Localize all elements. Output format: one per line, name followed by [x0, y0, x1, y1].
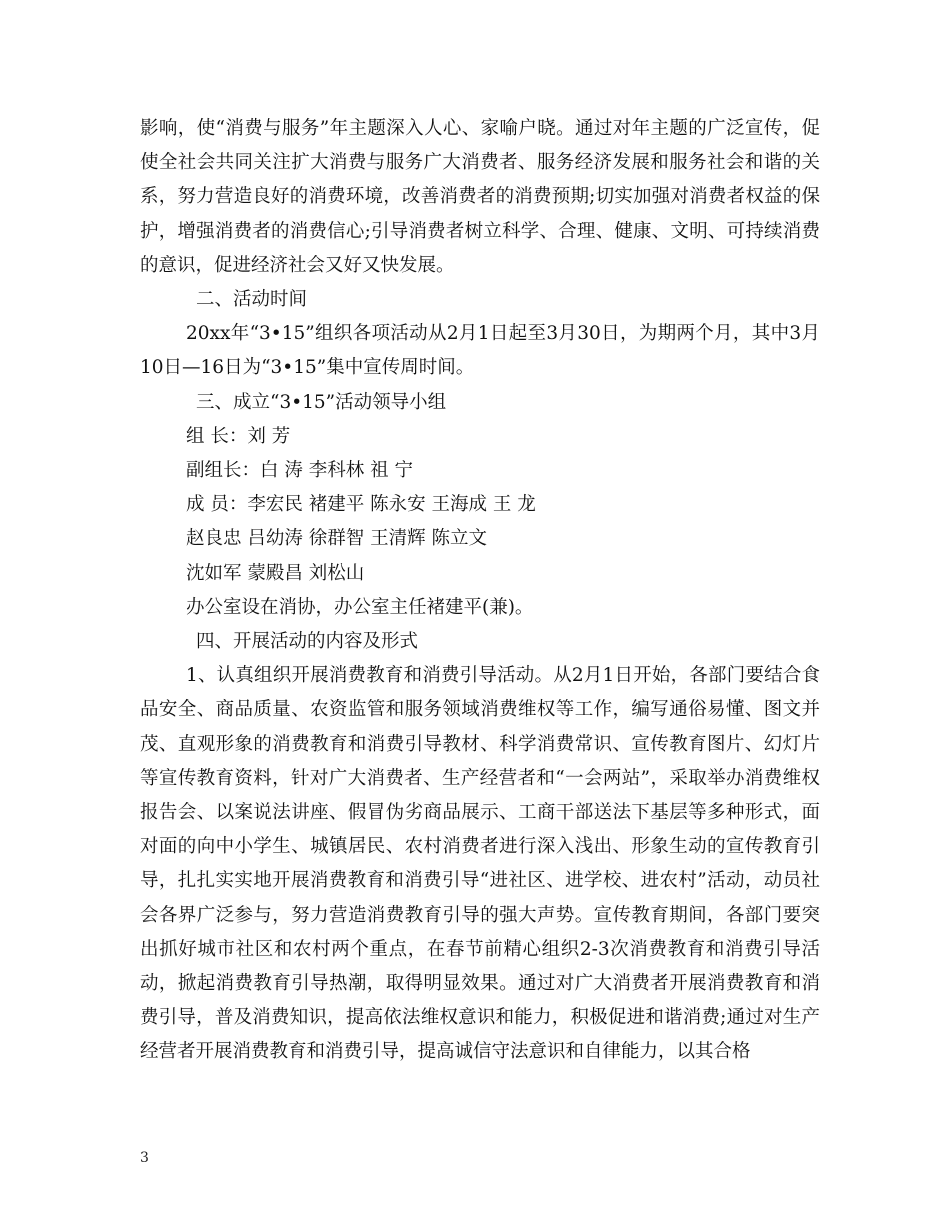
deputy-leaders-line: 副组长：白 涛 李科林 祖 宁 — [186, 460, 414, 482]
members-line: 成 员：李宏民 褚建平 陈永安 王海成 王 龙 — [186, 494, 536, 516]
office-line: 办公室设在消协，办公室主任褚建平(兼)。 — [186, 596, 534, 618]
section-heading-activity-content: 四、开展活动的内容及形式 — [196, 631, 419, 653]
paragraph-activity-time: 20xx年“3•15”组织各项活动从2月1日起至3月30日，为期两个月，其中3月10日—16日为“3•15”集中宣传周时间。 — [140, 323, 820, 379]
section-heading-activity-time: 二、活动时间 — [196, 289, 308, 311]
section-heading-leading-group: 三、成立“3•15”活动领导小组 — [196, 391, 447, 413]
members-line: 赵良忠 吕幼涛 徐群智 王清辉 陈立文 — [186, 528, 488, 550]
paragraph-theme-impact: 影响，使“消费与服务”年主题深入人心、家喻户晓。通过对年主题的广泛宣传，促使全社会共同关注扩大消费与服务广大消费者、服务经济发展和服务社会和谐的关系，努力营造良好的消费环境，改善消费者的消费预期;切实加强对消费者权益的保护，增强消费者的消费信心;引导消费者树立科学、合理、健康、文明、可持续消费的意识，促进经济社会又好又快发展。 — [140, 118, 820, 276]
group-leader-line: 组 长：刘 芳 — [186, 425, 291, 447]
document-body — [140, 112, 820, 1070]
members-line: 沈如军 蒙殿昌 刘松山 — [186, 562, 365, 584]
paragraph-consumer-education: 1、认真组织开展消费教育和消费引导活动。从2月1日开始，各部门要结合食品安全、商品质量、农资监管和服务领域消费维权等工作，编写通俗易懂、图文并茂、直观形象的消费教育和消费引导教材、科学消费常识、宣传教育图片、幻灯片等宣传教育资料，针对广大消费者、生产经营者和“一会两站”，采取举办消费维权报告会、以案说法讲座、假冒伪劣商品展示、工商干部送法下基层等多种形式，面对面的向中小学生、城镇居民、农村消费者进行深入浅出、形象生动的宣传教育引导，扎扎实实地开展消费教育和消费引导“进社区、进学校、进农村”活动，动员社会各界广泛参与，努力营造消费教育引导的强大声势。宣传教育期间，各部门要突出抓好城市社区和农村两个重点，在春节前精心组织2-3次消费教育和消费引导活动，掀起消费教育引导热潮，取得明显效果。通过对广大消费者开展消费教育和消费引导，普及消费知识，提高依法维权意识和能力，积极促进和谐消费;通过对生产经营者开展消费教育和消费引导，提高诚信守法意识和自律能力，以其合格 — [140, 665, 820, 1063]
page-number: 3 — [140, 1150, 149, 1166]
